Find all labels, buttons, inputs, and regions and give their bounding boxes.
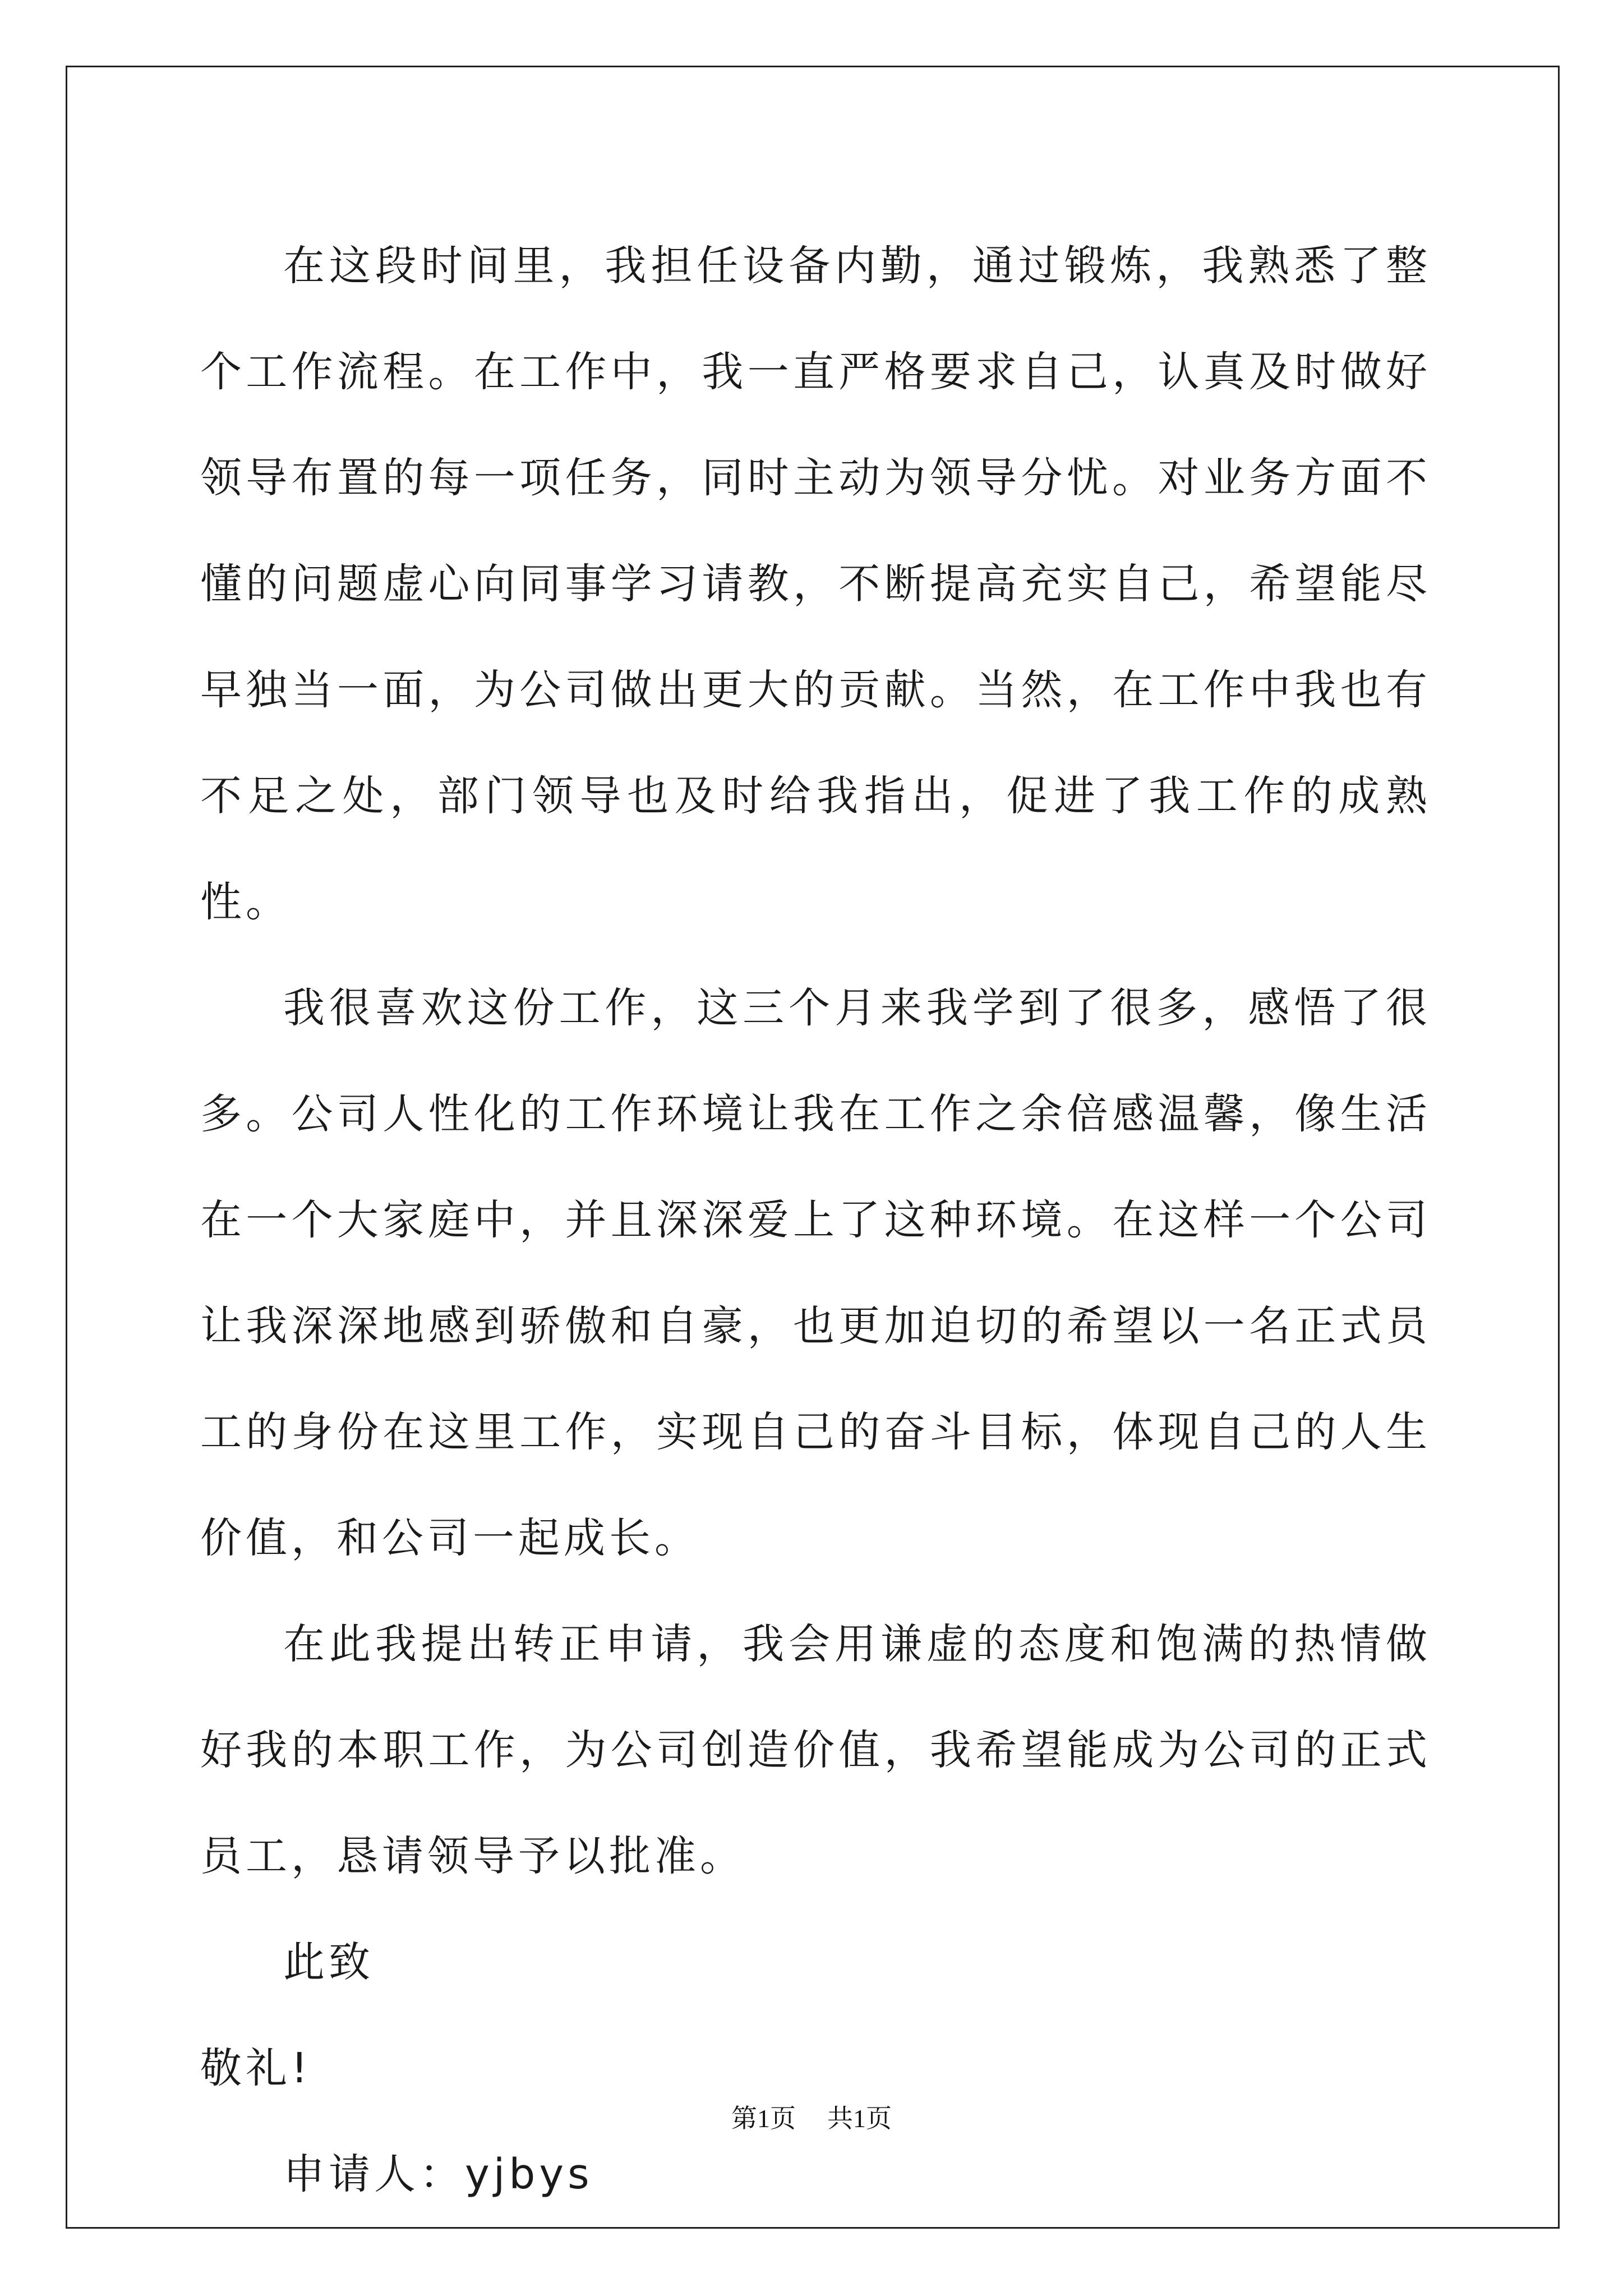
page-footer	[0, 2098, 1623, 2135]
paragraph-3: 在此我提出转正申请，我会用谦虚的态度和饱满的热情做好我的本职工作，为公司创造价值，我希望能成为公司的正式员工，恳请领导予以批准。	[200, 1620, 1431, 1880]
paragraph-2: 我很喜欢这份工作，这三个月来我学到了很多，感悟了很多。公司人性化的工作环境让我在工作之余倍感温馨，像生活在一个大家庭中，并且深深爱上了这种环境。在这样一个公司让我深深地感到骄傲和自豪，也更加迫切的希望以一名正式员工的身份在这里工作，实现自己的奋斗目标，体现自己的人生价值，和公司一起成长。	[200, 984, 1431, 1562]
page-number: 第1页	[731, 2104, 796, 2133]
signature-line: 申请人：yjbys	[283, 2150, 593, 2198]
page-total: 共1页	[827, 2104, 892, 2133]
closing-line: 此致	[283, 1938, 374, 1986]
document-body	[200, 213, 1431, 2228]
paragraph-1: 在这段时间里，我担任设备内勤，通过锻炼，我熟悉了整个工作流程。在工作中，我一直严格要求自己，认真及时做好领导布置的每一项任务，同时主动为领导分忧。对业务方面不懂的问题虚心向同事学习请教，不断提高充实自己，希望能尽早独当一面，为公司做出更大的贡献。当然，在工作中我也有不足之处，部门领导也及时给我指出，促进了我工作的成熟性。	[200, 242, 1431, 926]
salutation-line: 敬礼!	[200, 2044, 312, 2092]
